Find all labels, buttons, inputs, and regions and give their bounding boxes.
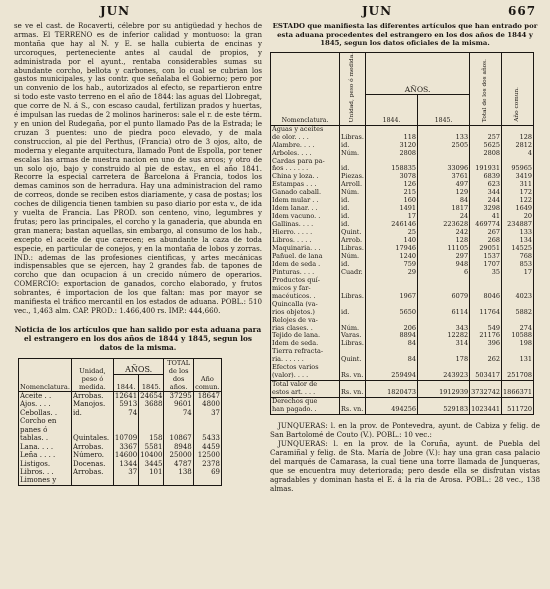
row-value: 25000	[164, 451, 193, 459]
row-value: 2808	[470, 150, 502, 158]
row-unit: Núm.	[340, 189, 366, 197]
col-header-years: AÑOS.	[113, 358, 164, 375]
col-header-1845: 1845.	[418, 94, 470, 125]
row-value: 948	[418, 261, 470, 269]
row-value	[113, 426, 138, 434]
row-value: 6839	[470, 173, 502, 181]
row-label: Corcho en	[20, 417, 57, 426]
row-value: 14525	[502, 245, 534, 253]
row-label: rios objetos.)	[272, 307, 315, 316]
running-head-left: JUN	[100, 4, 131, 18]
row-value: 14600	[114, 451, 138, 460]
row-value: 3078	[366, 173, 418, 181]
row-unit	[71, 417, 113, 425]
row-value: 198	[502, 340, 534, 348]
row-value: 1707	[470, 261, 502, 269]
row-unit: Rs. vn.	[340, 372, 366, 380]
row-unit: Arrobas.	[71, 443, 113, 451]
row-label: Maquinaria. . .	[272, 244, 321, 252]
row-value: 314	[418, 340, 470, 348]
col-header-total: TOTAL de los dos años.	[164, 358, 193, 391]
row-value: 10588	[502, 332, 534, 340]
row-value: 11105	[418, 245, 470, 253]
row-value: 3761	[418, 173, 470, 181]
row-value: 4787	[164, 460, 193, 468]
row-label: Idem vacuno. .	[272, 212, 321, 221]
row-value: 126	[366, 181, 418, 189]
row-unit: Cuadr.	[340, 269, 366, 277]
col-header-1845: 1845.	[139, 375, 164, 392]
row-value: 12282	[418, 332, 470, 340]
row-label: Cebollas. .	[20, 408, 58, 417]
row-value: 5650	[366, 309, 418, 317]
row-value: 2808	[366, 150, 418, 158]
row-label: (valor). . . .	[272, 371, 309, 380]
row-value: 33096	[418, 165, 470, 173]
row-value: 41	[470, 213, 502, 221]
export-table-caption: Noticia de los artículos que han salido por esta aduana para el estrangero en los dos años de 1844 y 1845, segun los datos de la misma.	[14, 324, 262, 352]
row-value: 549	[470, 325, 502, 333]
row-value: 21176	[470, 332, 502, 340]
row-value: 10867	[164, 434, 193, 442]
row-label: Alambre. . . .	[272, 140, 315, 149]
row-unit: Varas.	[340, 332, 366, 340]
row-value: 160	[366, 197, 418, 205]
row-value: 128	[418, 237, 470, 245]
row-value: 134	[502, 237, 534, 245]
row-value: 297	[418, 253, 470, 261]
total-both-years: 3732742	[471, 388, 501, 397]
row-value: 246146	[366, 221, 418, 229]
col-header-nomenclature: Nomenclatura.	[281, 117, 329, 125]
row-value: 95965	[502, 165, 534, 173]
row-label: de olor. . . .	[272, 132, 309, 141]
row-value: 74	[164, 409, 193, 417]
row-value: 17	[366, 213, 418, 221]
row-label: Quincalla (va-	[272, 299, 318, 308]
import-table	[270, 52, 534, 415]
row-unit	[71, 426, 113, 434]
row-value: 25	[366, 229, 418, 237]
total-label-line2: estos art. . . .	[272, 388, 316, 397]
row-value: 311	[502, 181, 534, 189]
row-value: 215	[366, 189, 418, 197]
row-unit: Arrobas.	[71, 468, 113, 476]
row-label: Ajos. . . .	[20, 400, 51, 409]
row-value	[366, 277, 418, 285]
row-value: 8046	[470, 293, 502, 301]
row-label: Tejido de lana.	[272, 331, 321, 340]
row-value: 69	[193, 468, 221, 476]
row-value: 1240	[366, 253, 418, 261]
row-label: Productos quí-	[272, 275, 320, 284]
row-value: 1649	[502, 205, 534, 213]
row-label: Hierro. . . . .	[272, 228, 313, 237]
row-value: 133	[502, 229, 534, 237]
row-label: tablas. .	[20, 434, 49, 443]
row-value: 259494	[366, 372, 418, 380]
row-label: Limones y	[20, 476, 57, 485]
row-value: 4	[502, 150, 534, 158]
row-value: 497	[418, 181, 470, 189]
right-column	[270, 22, 540, 589]
row-value: 24	[418, 213, 470, 221]
row-unit: Libras.	[341, 339, 364, 348]
table-row	[19, 468, 222, 476]
row-unit: Quintales.	[71, 434, 113, 442]
row-unit: Núm.	[340, 150, 366, 158]
row-value: 84	[418, 197, 470, 205]
row-value: 158	[139, 434, 164, 442]
row-unit: Libras.	[341, 132, 364, 141]
row-value: 138	[164, 468, 193, 476]
right-article-text	[270, 421, 540, 493]
row-label: ños . . . . . .	[272, 164, 309, 173]
row-value: 5625	[470, 142, 502, 150]
row-value: 2505	[418, 142, 470, 150]
row-value: 4800	[193, 400, 221, 408]
col-header-unit: Unidad, peso ó medida.	[348, 52, 355, 123]
row-label: Ganado caball.	[272, 188, 322, 197]
row-value: 84	[366, 356, 418, 364]
row-value: 2812	[502, 142, 534, 150]
row-label: Idem lanar. . .	[272, 204, 318, 213]
row-value: 129	[418, 189, 470, 197]
row-unit: Núm.	[340, 253, 366, 261]
row-unit: Libras.	[341, 291, 364, 300]
row-label: rias clases. .	[272, 323, 313, 332]
row-value	[139, 409, 164, 417]
row-label: Aguas y aceites	[272, 124, 324, 133]
table-row	[19, 451, 222, 459]
row-value: 268	[470, 237, 502, 245]
row-value: 140	[366, 237, 418, 245]
row-label: Relojes de va-	[272, 315, 318, 324]
row-value: 623	[470, 181, 502, 189]
table-row	[19, 417, 222, 425]
row-value: 118	[366, 134, 418, 142]
row-value: 8948	[164, 443, 193, 451]
row-value: 18647	[193, 391, 221, 400]
total-1845: 1912939	[418, 389, 470, 397]
row-label: Lana. . . .	[20, 442, 54, 451]
total-average: 1866371	[503, 388, 532, 397]
row-value: 2378	[193, 460, 221, 468]
row-label: Idem mular . .	[272, 196, 319, 205]
duties-1844: 494256	[366, 406, 418, 414]
row-value: 37	[193, 409, 221, 417]
row-value: 768	[502, 253, 534, 261]
row-value: 206	[366, 325, 418, 333]
row-label: panes ó	[20, 425, 48, 434]
row-unit: id.	[71, 409, 113, 417]
article-paragraph: JUNQUERAS: l. en la prov. de Pontevedra, ayunt. de Cabiza y felig. de San Bartolomé de Couto (V.). POBL.: 10 vec.:	[270, 421, 540, 440]
row-value: 12641	[114, 391, 138, 400]
row-value	[193, 417, 221, 425]
article-paragraph: se ve el cast. de Rocaverti, célebre por su antigüedad y hechos de armas. El TERRENO es de inferior calidad y montuoso: la gran montaña que hay al N. y E. se halla cubierta de encinas y urcoroques, perteneciente antes al caudal de propios, y administrada por el ayunt., rentaba considerables sumas su abundante corcho, bellota y carbones, con lo cual se cubrian los gastos municipales, y las contr. que señalaba el Gobierno; pero por un convenio de los hab., autorizados al efecto, se repartieron entre si todo este vasto terreno en el año de 1844: las aguas del Llobregat, que corre de N. á S., con escaso caudal, fertilizan prados y huertas, é impulsan las ruedas de 2 molinos harineros: sale el r. de este térm. y en union del Rudegaña, por el punto llamado Pas de la Estrada; le cruzan 3 puentes: uno de piedra poco elevado, y de mala construccion, al pie del Perthus, (Francia) otro de 3 ojos, alto, de moderna y elegante arquitectura, llamado Pont de Espolla, por tener escalas las armas de nuestra nacion en uno de sus arcos; y otro de un solo ojo, bajo y construido al pie de estav., en el año 1841. Recorre la especial carretera de Barcelona á Francia, todos los demas caminos son de herradura. Hay una administracion del ramo de correos, donde se reciben estos diariamente, y casa de postas; los coches de diligencia tienen tambien su paso diario por esta v., de ida y vuelta de Francia. Las PROD. son centeno, vino, legumbres y frutas; pero las principales, el corcho y la ganaderia, que abunda en gran manera; bastan aquellas, sin embargo, al consumo de los hab., excepto el aceite de que carecen; es abundante la caza de toda especie, en particular de conejos, y en la montaña de lobos y zorras. IND.: ademas de las profesiones cientificas, y artes mecánicas indispensables que se ejercen, hay 2 grandes fab. de tapones de corcho que dan ocupacion á un crecido número de operarios. COMERCIO: exportacion de ganados, corcho elaborado, y frutos sobrantes, é importacion de los que faltan: mas por mayor se manifiesta el tráfico mercantil en los estados de aduana. POBL.: 510 vec., 1,463 alm. CAP. PROD.: 1.466,400 rs. IMP.: 444,660.	[14, 22, 262, 315]
row-value: 10400	[140, 451, 163, 460]
row-label: Leña . . . .	[20, 451, 56, 460]
row-value	[418, 150, 470, 158]
row-value: 223628	[418, 221, 470, 229]
row-value: 191931	[470, 165, 502, 173]
row-value: 242	[418, 229, 470, 237]
row-label: Estampas . . .	[272, 180, 317, 189]
row-value	[418, 277, 470, 285]
duties-1845: 529183	[418, 406, 470, 414]
row-value: 122	[502, 197, 534, 205]
import-table-caption: ESTADO que manifiesta las diferentes artículos que han entrado por esta aduana procedentes del estrangero en los dos años de 1844 y 1845, segun los datos oficiales de la misma.	[272, 22, 538, 48]
row-value: 5433	[193, 434, 221, 442]
row-label: Libros. . . . .	[272, 236, 312, 245]
row-unit: id.	[340, 197, 366, 205]
row-value: 1967	[366, 293, 418, 301]
row-value: 234887	[502, 221, 534, 229]
running-head-right: JUN	[362, 4, 393, 18]
row-value: 37295	[164, 391, 193, 400]
row-value: 6	[418, 269, 470, 277]
table-row	[19, 409, 222, 417]
row-value: 1491	[366, 205, 418, 213]
row-value	[164, 476, 193, 485]
article-paragraph: JUNQUERAS: l. en la prov. de la Coruña, ayunt. de Puebla del Caramiñal y felig. de Sta. María de Jobre (V.): hay una gran casa palacio del marqués de Camarasa, la cual tiene una torre llamada de Junqueras, que se encuentra muy deteriorada; pero desde ella se disfrutan vistas agradables y dominan hasta el E. á la ria de Arosa. POBL.: 28 vec., 138 almas.	[270, 439, 540, 494]
row-unit: id.	[340, 213, 366, 221]
row-label: Efectos varios	[272, 363, 319, 372]
row-value: 251708	[502, 372, 534, 380]
row-value: 8894	[366, 332, 418, 340]
duties-unit: Rs. vn.	[340, 406, 366, 414]
row-unit: Piezas.	[341, 172, 365, 181]
row-value: 3298	[470, 205, 502, 213]
table-row	[19, 476, 222, 485]
row-label: micos y far-	[272, 283, 311, 292]
row-unit: Núm.	[340, 325, 366, 333]
row-unit	[340, 277, 366, 285]
row-value: 243923	[418, 372, 470, 380]
row-value: 3419	[502, 173, 534, 181]
row-label: Idem de seda .	[272, 259, 321, 268]
row-value: 244	[470, 197, 502, 205]
row-unit: id.	[340, 221, 366, 229]
row-unit: Quint.	[340, 229, 366, 237]
row-value: 5882	[502, 309, 534, 317]
page-number: 667	[508, 4, 537, 18]
table-row	[19, 400, 222, 408]
row-value: 759	[366, 261, 418, 269]
row-value: 133	[418, 134, 470, 142]
row-value: 6114	[418, 309, 470, 317]
row-value: 1817	[418, 205, 470, 213]
row-value	[139, 417, 164, 425]
col-header-total: Total de los dos años.	[481, 59, 488, 123]
row-label: Listigos.	[20, 459, 51, 468]
row-value: 3688	[139, 400, 164, 408]
row-unit	[71, 476, 113, 485]
duties-average: 511720	[502, 406, 534, 414]
col-header-unit: Unidad, peso ó medida.	[71, 358, 113, 391]
row-value: 29051	[470, 245, 502, 253]
row-value	[193, 426, 221, 434]
row-label: macéuticos. .	[272, 291, 316, 300]
row-value: 4023	[502, 293, 534, 301]
row-unit: id.	[340, 309, 366, 317]
row-value	[470, 277, 502, 285]
row-value: 29	[366, 269, 418, 277]
row-value: 17	[502, 269, 534, 277]
row-value	[164, 426, 193, 434]
table-row	[19, 443, 222, 451]
row-value	[164, 417, 193, 425]
row-value: 74	[113, 409, 138, 417]
row-unit: id.	[340, 142, 366, 150]
row-unit: Arroll.	[340, 181, 366, 189]
row-value: 469774	[470, 221, 502, 229]
row-unit: id.	[340, 165, 366, 173]
row-value: 101	[139, 468, 164, 476]
row-label: Idem de seda.	[272, 339, 319, 348]
col-header-average: Año comun.	[513, 87, 520, 123]
row-unit: Docenas.	[71, 460, 113, 468]
duties-label-line2: han pagado. .	[272, 405, 317, 414]
row-value: 178	[418, 356, 470, 364]
row-value: 35	[470, 269, 502, 277]
row-value: 20	[502, 213, 534, 221]
row-value: 1537	[470, 253, 502, 261]
row-value: 3367	[113, 443, 138, 451]
row-value: 17946	[366, 245, 418, 253]
row-unit: Manojos.	[71, 400, 113, 408]
row-label: Aceite . .	[20, 391, 52, 400]
row-unit: Arrob.	[340, 237, 366, 245]
row-unit: Arrobas.	[71, 391, 113, 400]
row-value: 6079	[418, 293, 470, 301]
row-value: 343	[418, 325, 470, 333]
col-header-average: Año comun.	[193, 358, 221, 391]
row-value	[113, 476, 138, 485]
duties-label-line1: Derechos que	[272, 397, 318, 406]
row-value: 9601	[164, 400, 193, 408]
row-label: Pinturas. . . .	[272, 267, 315, 276]
row-value	[139, 476, 164, 485]
col-header-nomenclature: Nomenclatura.	[19, 358, 72, 391]
row-label: Cardas para pa-	[272, 156, 325, 165]
row-value: 11764	[470, 309, 502, 317]
total-unit: Rs. vn.	[340, 389, 366, 397]
row-value: 853	[502, 261, 534, 269]
table-row	[19, 391, 222, 400]
table-row	[19, 460, 222, 468]
row-value: 12500	[193, 451, 221, 459]
row-value: 396	[470, 340, 502, 348]
left-column	[14, 22, 262, 589]
total-label-line1: Total valor de	[272, 380, 318, 389]
row-value: 344	[470, 189, 502, 197]
row-value	[502, 277, 534, 285]
row-value: 503417	[470, 372, 502, 380]
col-header-years: AÑOS.	[366, 52, 470, 94]
row-value: 4459	[193, 443, 221, 451]
row-label: Pañuel. de lana	[272, 251, 323, 260]
row-label: Arboles. . . .	[272, 148, 312, 157]
col-header-1844: 1844.	[113, 375, 138, 392]
row-label: Libros. . .	[20, 467, 54, 476]
row-value	[113, 417, 138, 425]
row-value: 5581	[139, 443, 164, 451]
row-value: 10709	[114, 434, 138, 443]
row-value: 274	[502, 325, 534, 333]
row-value: 131	[502, 356, 534, 364]
row-value: 5913	[113, 400, 138, 408]
row-unit: id.	[340, 261, 366, 269]
row-value: 128	[502, 134, 534, 142]
row-label: Gallinas. . . .	[272, 220, 314, 229]
row-value: 24654	[140, 391, 163, 400]
table-row	[19, 434, 222, 442]
row-value: 172	[502, 189, 534, 197]
row-unit: id.	[340, 205, 366, 213]
row-value: 257	[470, 134, 502, 142]
row-unit: Número.	[71, 451, 113, 459]
row-label: China y loza. .	[272, 172, 319, 181]
left-article-text	[14, 22, 262, 316]
row-label: ria. . . . . .	[272, 355, 304, 364]
row-value: 158835	[366, 165, 418, 173]
col-header-1844: 1844.	[366, 94, 418, 125]
row-label: Tierra refracta-	[272, 347, 324, 356]
row-value: 267	[470, 229, 502, 237]
row-value: 3120	[366, 142, 418, 150]
row-value: 37	[113, 468, 138, 476]
row-value: 3445	[139, 460, 164, 468]
row-unit: Libras.	[341, 244, 364, 252]
total-1844: 1820473	[366, 389, 418, 397]
row-unit: Quint.	[340, 356, 366, 364]
row-value	[139, 426, 164, 434]
row-value	[193, 476, 221, 485]
export-table	[18, 358, 222, 486]
row-value: 1344	[113, 460, 138, 468]
row-value: 262	[470, 356, 502, 364]
row-value: 84	[366, 340, 418, 348]
table-row	[19, 426, 222, 434]
duties-both-years: 1023441	[471, 405, 501, 414]
